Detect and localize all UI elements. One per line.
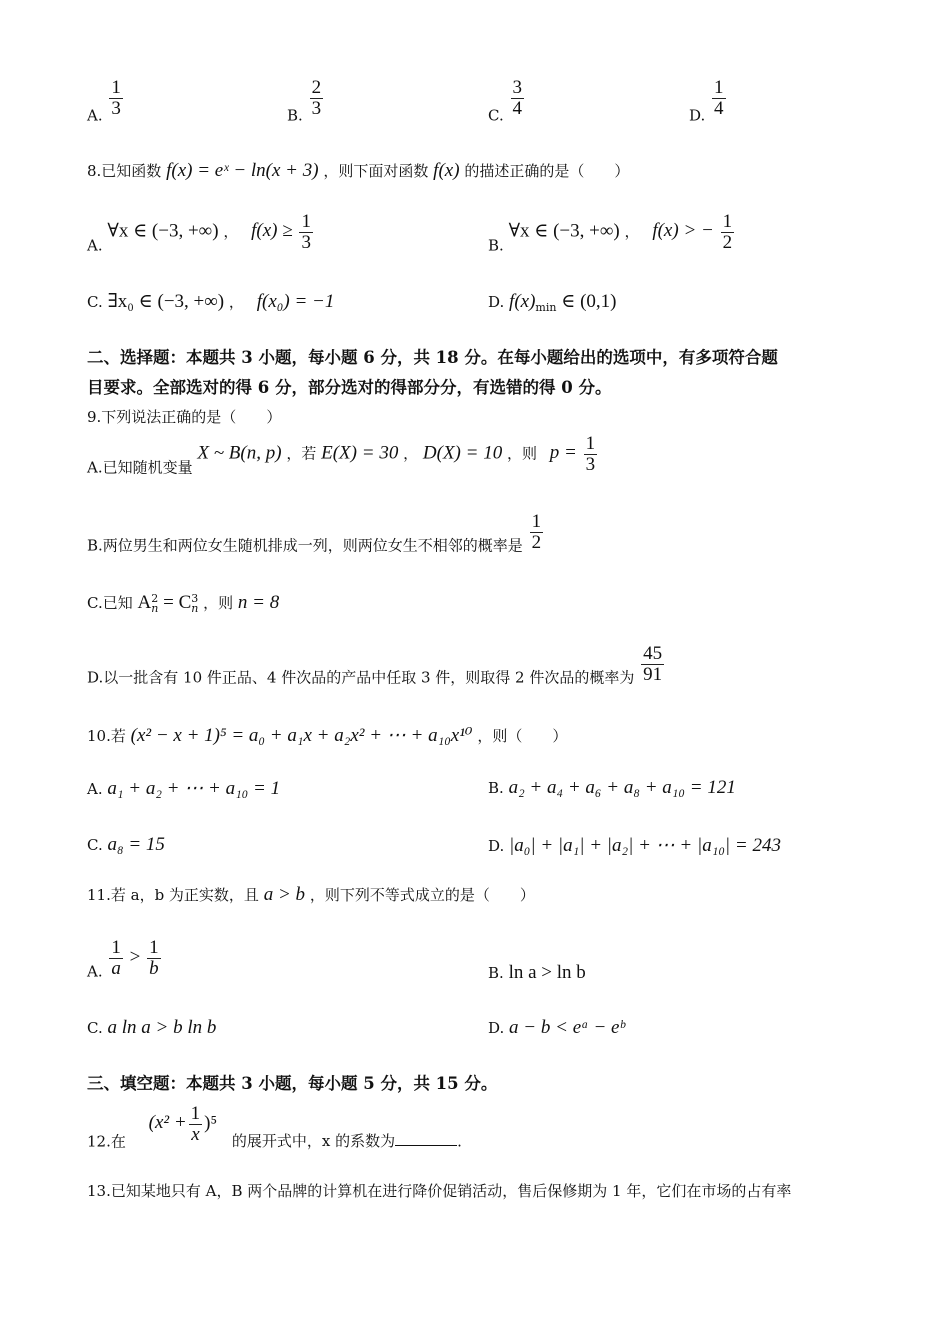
option-label: B.: [287, 106, 303, 125]
q9-statement-a: A.已知随机变量 X ~ B(n, p) ，若 E(X) = 30 ， D(X) = 10 ，则 p = $\frac{1}{3}$: [87, 433, 596, 477]
option-label: C.: [488, 106, 504, 125]
q9-statement-d: D.以一批含有 10 件正品、4 件次品的产品中任取 3 件，则取得 2 件次品的概率为 $\frac{45}{91}$: [87, 643, 663, 687]
fraction: $\frac{1}{3}$: [111, 77, 121, 119]
math-expression: f(x) > −: [652, 220, 714, 242]
fraction: $\frac{3}{4}$: [512, 77, 522, 119]
q13-stem: 13.已知某地只有 A，B 两个品牌的计算机在进行降价促销活动，售后保修期为 1 年，它们在市场的占有率: [87, 1182, 792, 1200]
fraction: $\frac{1}{b}$: [149, 937, 159, 979]
q8-option-b: B. ∀x ∈ (−3, +∞) ， f(x) > − $\frac{1}{2}$: [488, 211, 733, 255]
q12-stem: 12.在 (x² + $\frac{1}{x}$ )⁵ 的展开式中，x 的系数为 .: [87, 1103, 462, 1151]
math-expression: ∀x ∈ (−3, +∞): [107, 220, 219, 242]
answer-blank: [395, 1133, 457, 1146]
section-heading-2-cont: 目要求。全部选对的得 6 分，部分选对的得部分分，有选错的得 0 分。: [87, 378, 612, 397]
math-expression: a₈ = 15: [107, 834, 165, 855]
math-expression: |a₀| + |a₁| + |a₂| + ⋯ + |a₁₀| = 243: [509, 835, 781, 856]
math-expression: ∀x ∈ (−3, +∞): [508, 220, 620, 242]
math-expression: A: [137, 592, 152, 613]
math-expression: f(x₀) = −1: [256, 291, 335, 312]
fraction: $\frac{1}{3}$: [301, 211, 311, 253]
q7-option-a: [87, 78, 125, 124]
q11-option-c: C. a ln a > b ln b: [87, 1017, 217, 1038]
math-expression: D(X) = 10: [422, 442, 503, 464]
math-expression: a₂ + a₄ + a₆ + a₈ + a₁₀ = 121: [508, 777, 736, 798]
q9-stem: 9.下列说法正确的是（ ）: [87, 408, 282, 426]
section-heading-2: 二、选择题：本题共 3 小题，每小题 6 分，共 18 分。在每小题给出的选项中，有多项符合题: [87, 348, 778, 367]
q8-stem: 8.已知函数 f(x) = eˣ − ln(x + 3) ，则下面对函数 f(x) 的描述正确的是（ ）: [87, 160, 630, 181]
math-expression: ∈ (0,1): [561, 291, 617, 312]
q7-option-c: [488, 78, 526, 124]
option-label: A.: [87, 106, 103, 125]
fraction: $\frac{1}{4}$: [714, 77, 724, 119]
math-expression: p =: [549, 442, 577, 464]
q10-option-c: C. a₈ = 15: [87, 834, 165, 855]
fraction: $\frac{45}{91}$: [643, 643, 663, 685]
math-expression: (x² − x + 1)⁵ = a₀ + a₁x + a₂x² + ⋯ + a₁₀x¹⁰: [130, 725, 473, 746]
q7-option-b: [287, 78, 325, 124]
q8-option-c: C. ∃x₀ ∈ (−3, +∞) ， f(x₀) = −1: [87, 291, 335, 312]
math-expression: n = 8: [237, 592, 280, 613]
math-expression: ln a > ln b: [508, 962, 586, 983]
fraction: $\frac{1}{3}$: [585, 433, 596, 475]
math-expression: f(x): [433, 160, 460, 181]
q9-statement-b: B.两位男生和两位女生随机排成一列，则两位女生不相邻的概率是 $\frac{1}{2}$: [87, 511, 542, 555]
fraction: $\frac{1}{2}$: [531, 511, 542, 553]
math-expression: (x² +: [148, 1112, 187, 1134]
q10-option-b: B. a₂ + a₄ + a₆ + a₈ + a₁₀ = 121: [488, 777, 736, 798]
math-expression: )⁵: [204, 1112, 218, 1134]
math-expression: a > b: [263, 884, 306, 905]
fraction: $\frac{1}{a}$: [111, 937, 121, 979]
q11-option-a: A. $\frac{1}{a}$ > $\frac{1}{b}$: [87, 937, 159, 981]
option-label: D.: [689, 106, 706, 125]
q8-option-d: D. $f(x)_{min}$ ∈ (0,1): [488, 291, 617, 314]
math-expression: X ~ B(n, p): [197, 442, 282, 464]
fraction: $\frac{2}{3}$: [311, 77, 322, 119]
q9-statement-c: C.已知 A 2 n = C 3 n ，则 n = 8: [87, 592, 280, 615]
math-expression: f(x): [509, 291, 536, 312]
section-heading-3: 三、填空题：本题共 3 小题，每小题 5 分，共 15 分。: [87, 1074, 498, 1093]
q11-option-d: D. a − b < eᵃ − eᵇ: [488, 1017, 625, 1038]
math-expression: f(x) ≥: [251, 220, 293, 242]
math-expression: a₁ + a₂ + ⋯ + a₁₀ = 1: [107, 778, 281, 799]
math-expression: f(x) = eˣ − ln(x + 3): [166, 160, 319, 181]
math-expression: a − b < eᵃ − eᵇ: [509, 1017, 625, 1038]
q7-option-d: [689, 78, 728, 124]
math-expression: = C: [163, 592, 192, 613]
math-expression: E(X) = 30: [321, 442, 399, 464]
q10-option-d: D. |a₀| + |a₁| + |a₂| + ⋯ + |a₁₀| = 243: [488, 835, 781, 856]
q11-option-b: B. ln a > ln b: [488, 962, 586, 983]
q10-option-a: A. a₁ + a₂ + ⋯ + a₁₀ = 1: [87, 778, 281, 799]
fraction: $\frac{1}{2}$: [722, 211, 733, 253]
math-expression: a ln a > b ln b: [107, 1017, 217, 1038]
q11-stem: 11.若 a，b 为正实数，且 a > b ，则下列不等式成立的是（ ）: [87, 884, 535, 905]
q8-option-a: A. ∀x ∈ (−3, +∞) ， f(x) ≥ $\frac{1}{3}$: [87, 211, 311, 255]
math-expression: ∃x₀ ∈ (−3, +∞): [107, 291, 225, 312]
q10-stem: 10.若 (x² − x + 1)⁵ = a₀ + a₁x + a₂x² + ⋯ + a₁₀x¹⁰ ，则（ ）: [87, 725, 568, 746]
fraction: $\frac{1}{x}$: [190, 1103, 201, 1145]
